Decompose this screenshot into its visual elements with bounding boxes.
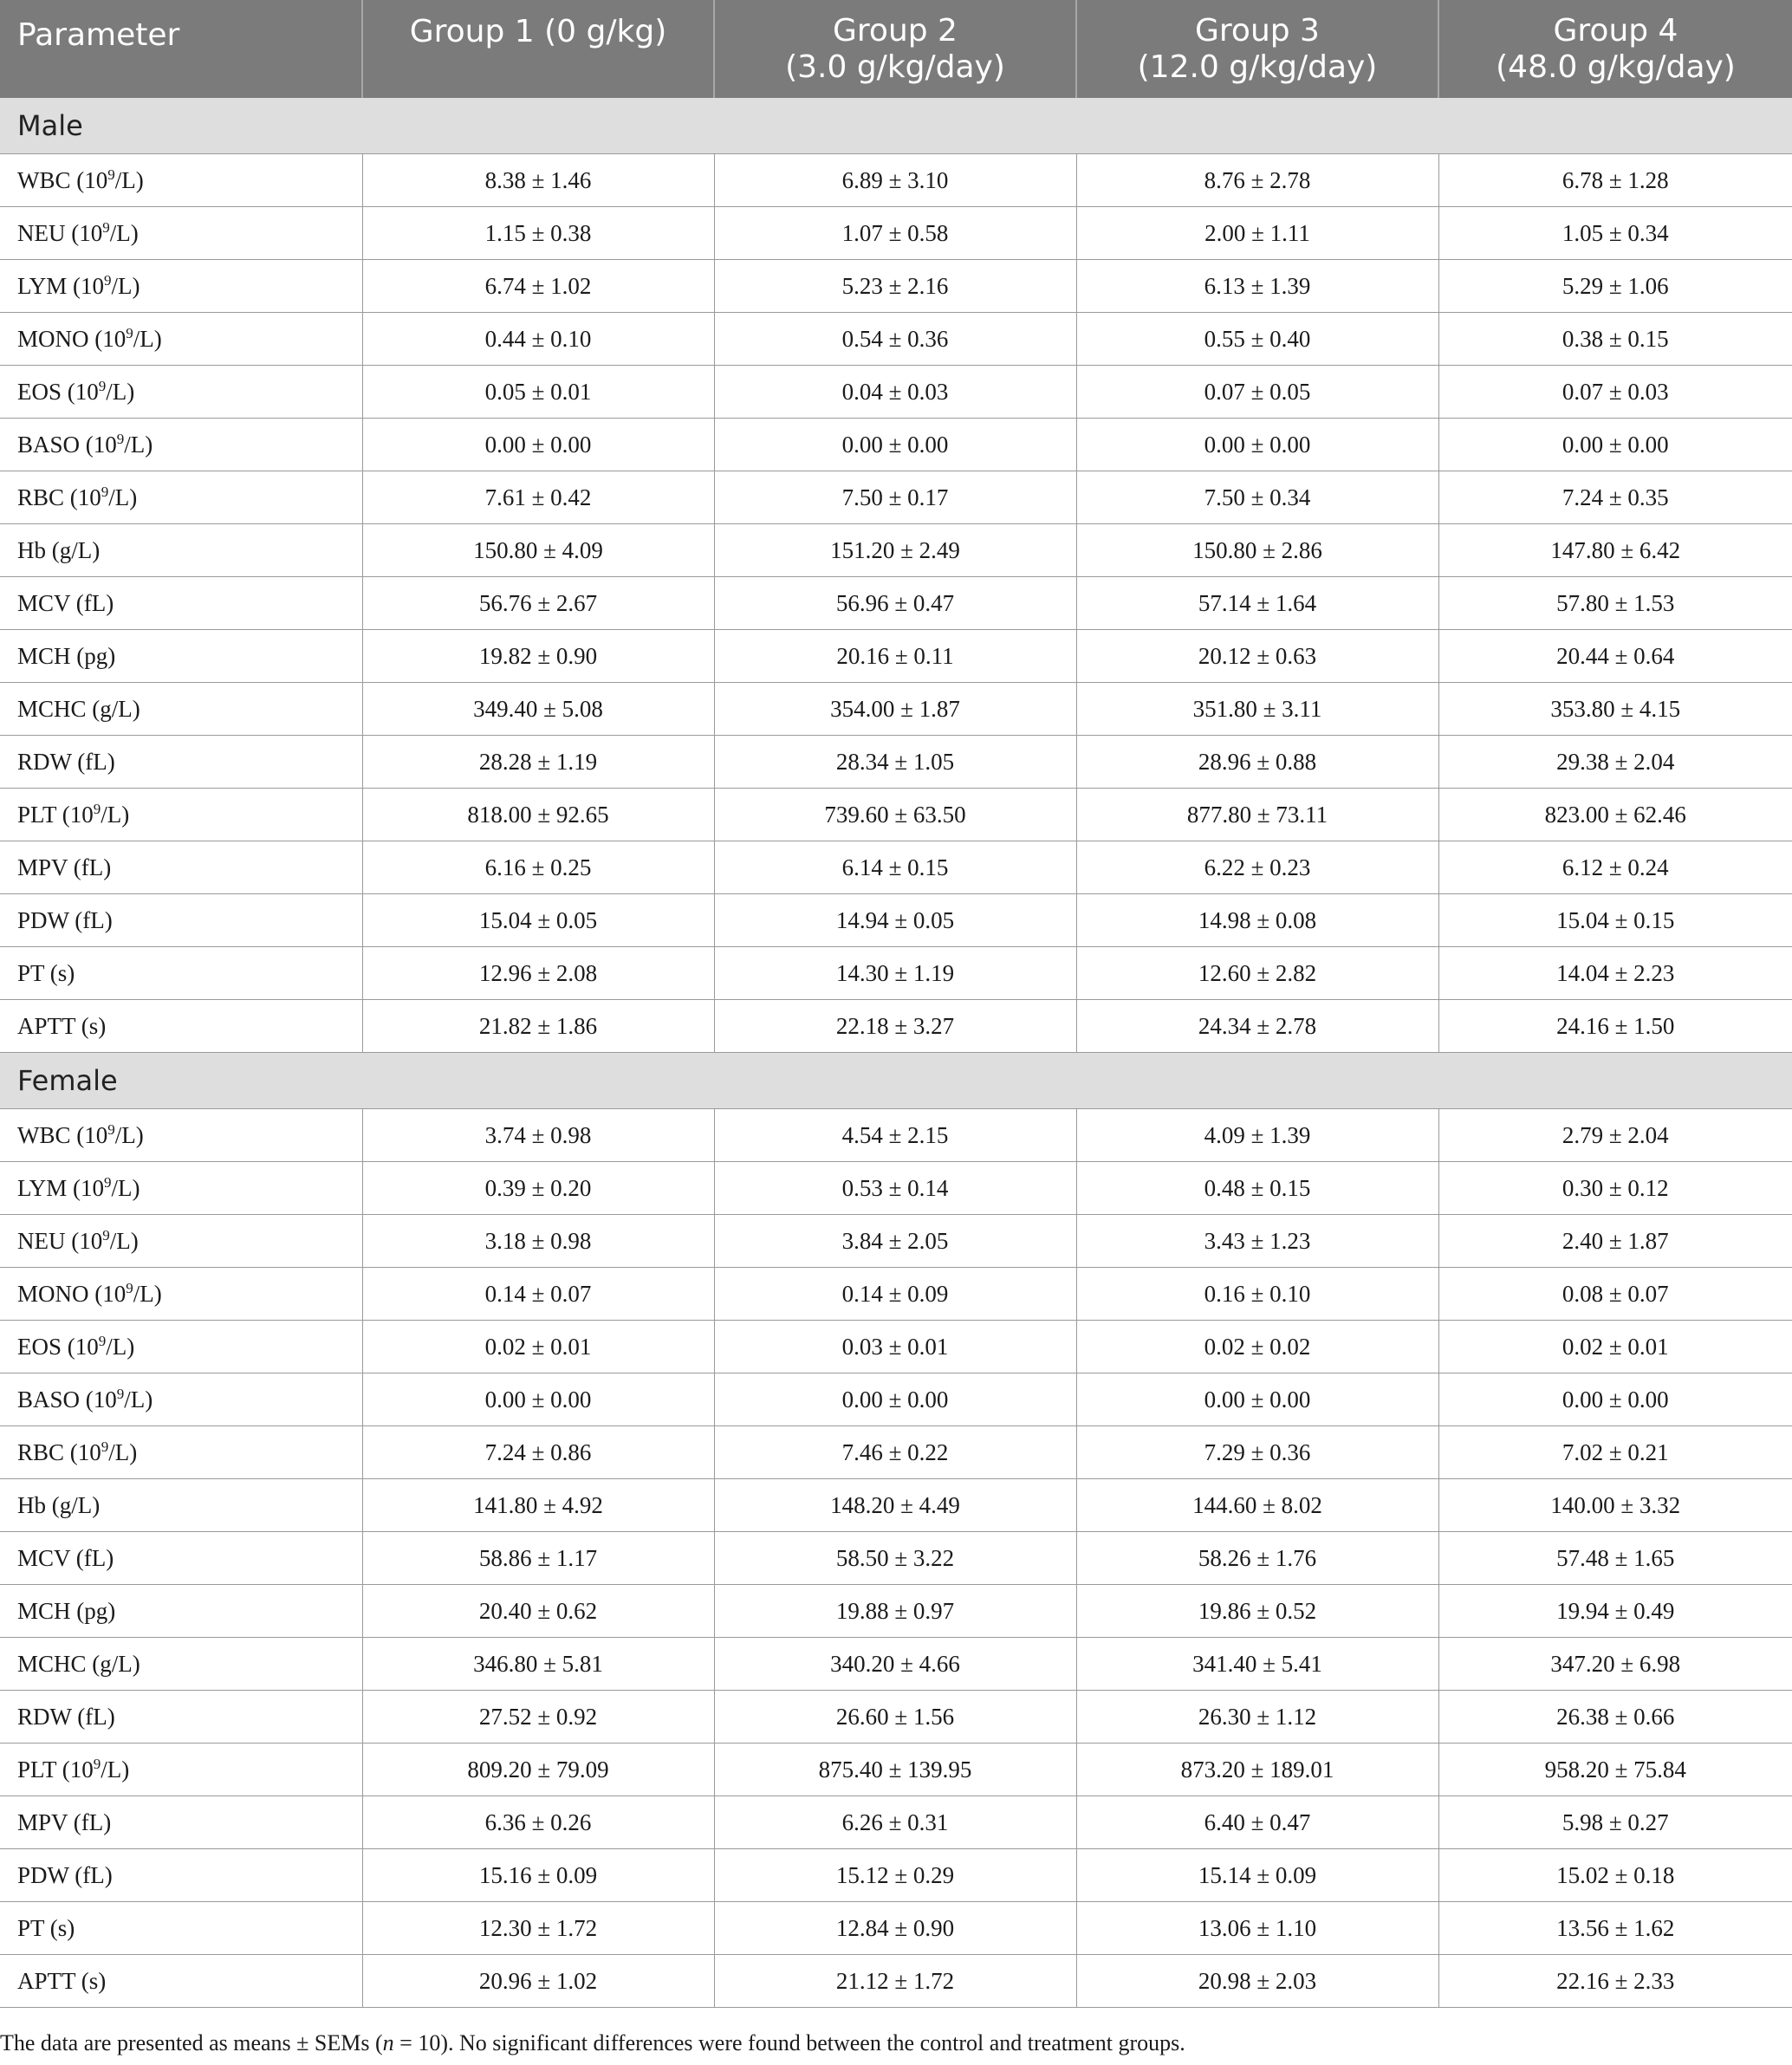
parameter-cell xyxy=(0,1691,362,1744)
parameter-name: MCV (fL) xyxy=(17,1544,114,1571)
parameter-name: PDW (fL) xyxy=(17,1861,113,1888)
parameter-cell xyxy=(0,1373,362,1426)
table-footnote xyxy=(0,2030,1792,2056)
header-group-2 xyxy=(714,0,1076,98)
parameter-name: PLT (10 xyxy=(17,801,94,828)
table-row xyxy=(0,683,1792,736)
value-cell-group-1: 19.82 ± 0.90 xyxy=(362,630,714,683)
parameter-cell xyxy=(0,1585,362,1638)
parameter-cell xyxy=(0,154,362,207)
value-cell-group-3: 58.26 ± 1.76 xyxy=(1076,1532,1438,1585)
value-cell-group-4: 24.16 ± 1.50 xyxy=(1438,1000,1792,1053)
value-cell-group-2: 0.03 ± 0.01 xyxy=(714,1321,1076,1373)
value-cell-group-2: 0.04 ± 0.03 xyxy=(714,366,1076,419)
footnote-n: n xyxy=(382,2030,394,2055)
value-cell-group-2: 354.00 ± 1.87 xyxy=(714,683,1076,736)
value-cell-group-4: 22.16 ± 2.33 xyxy=(1438,1955,1792,2008)
parameter-exponent: 9 xyxy=(93,1755,101,1772)
parameter-unit: /L) xyxy=(108,1438,138,1465)
value-cell-group-1: 141.80 ± 4.92 xyxy=(362,1479,714,1532)
parameter-unit: /L) xyxy=(111,272,140,299)
value-cell-group-3: 0.00 ± 0.00 xyxy=(1076,419,1438,471)
value-cell-group-1: 0.44 ± 0.10 xyxy=(362,313,714,366)
value-cell-group-2: 6.89 ± 3.10 xyxy=(714,154,1076,207)
parameter-exponent: 9 xyxy=(126,1279,133,1296)
value-cell-group-3: 0.00 ± 0.00 xyxy=(1076,1373,1438,1426)
value-cell-group-3: 7.29 ± 0.36 xyxy=(1076,1426,1438,1479)
value-cell-group-4: 14.04 ± 2.23 xyxy=(1438,947,1792,1000)
value-cell-group-4: 0.38 ± 0.15 xyxy=(1438,313,1792,366)
value-cell-group-1: 6.36 ± 0.26 xyxy=(362,1796,714,1849)
value-cell-group-3: 150.80 ± 2.86 xyxy=(1076,524,1438,577)
header-group-2-line2: (3.0 g/kg/day) xyxy=(785,49,1005,85)
table-row xyxy=(0,894,1792,947)
parameter-name: RDW (fL) xyxy=(17,748,115,775)
parameter-cell xyxy=(0,1744,362,1796)
section-title: Female xyxy=(0,1053,1792,1109)
parameter-unit: /L) xyxy=(133,1280,162,1307)
value-cell-group-4: 0.02 ± 0.01 xyxy=(1438,1321,1792,1373)
value-cell-group-1: 21.82 ± 1.86 xyxy=(362,1000,714,1053)
value-cell-group-2: 20.16 ± 0.11 xyxy=(714,630,1076,683)
value-cell-group-3: 0.02 ± 0.02 xyxy=(1076,1321,1438,1373)
parameter-name: RDW (fL) xyxy=(17,1703,115,1730)
parameter-cell xyxy=(0,524,362,577)
parameter-cell xyxy=(0,1902,362,1955)
section-row-male xyxy=(0,98,1792,154)
header-group-3-line1: Group 3 xyxy=(1195,12,1320,49)
value-cell-group-3: 8.76 ± 2.78 xyxy=(1076,154,1438,207)
value-cell-group-3: 2.00 ± 1.11 xyxy=(1076,207,1438,260)
table-row xyxy=(0,736,1792,789)
parameter-name: RBC (10 xyxy=(17,484,101,510)
table-row xyxy=(0,1000,1792,1053)
parameter-name: EOS (10 xyxy=(17,1333,99,1360)
value-cell-group-4: 7.02 ± 0.21 xyxy=(1438,1426,1792,1479)
parameter-cell xyxy=(0,577,362,630)
value-cell-group-3: 144.60 ± 8.02 xyxy=(1076,1479,1438,1532)
value-cell-group-3: 7.50 ± 0.34 xyxy=(1076,471,1438,524)
value-cell-group-1: 1.15 ± 0.38 xyxy=(362,207,714,260)
value-cell-group-3: 341.40 ± 5.41 xyxy=(1076,1638,1438,1691)
value-cell-group-4: 1.05 ± 0.34 xyxy=(1438,207,1792,260)
value-cell-group-2: 6.26 ± 0.31 xyxy=(714,1796,1076,1849)
value-cell-group-4: 57.80 ± 1.53 xyxy=(1438,577,1792,630)
value-cell-group-2: 7.46 ± 0.22 xyxy=(714,1426,1076,1479)
value-cell-group-1: 7.24 ± 0.86 xyxy=(362,1426,714,1479)
parameter-exponent: 9 xyxy=(107,1120,115,1138)
parameter-name: MPV (fL) xyxy=(17,1808,112,1835)
table-row xyxy=(0,1955,1792,2008)
value-cell-group-4: 13.56 ± 1.62 xyxy=(1438,1902,1792,1955)
value-cell-group-1: 6.74 ± 1.02 xyxy=(362,260,714,313)
parameter-name: APTT (s) xyxy=(17,1012,107,1039)
table-row xyxy=(0,313,1792,366)
value-cell-group-2: 340.20 ± 4.66 xyxy=(714,1638,1076,1691)
value-cell-group-3: 15.14 ± 0.09 xyxy=(1076,1849,1438,1902)
parameter-cell xyxy=(0,1479,362,1532)
parameter-unit: /L) xyxy=(133,325,162,352)
value-cell-group-1: 27.52 ± 0.92 xyxy=(362,1691,714,1744)
table-row xyxy=(0,1268,1792,1321)
table-row xyxy=(0,789,1792,841)
value-cell-group-1: 15.16 ± 0.09 xyxy=(362,1849,714,1902)
table-body xyxy=(0,98,1792,2008)
value-cell-group-4: 2.79 ± 2.04 xyxy=(1438,1109,1792,1162)
table-row xyxy=(0,1426,1792,1479)
value-cell-group-1: 0.02 ± 0.01 xyxy=(362,1321,714,1373)
value-cell-group-3: 13.06 ± 1.10 xyxy=(1076,1902,1438,1955)
parameter-cell xyxy=(0,1215,362,1268)
table-row xyxy=(0,1215,1792,1268)
parameter-cell xyxy=(0,1796,362,1849)
value-cell-group-2: 6.14 ± 0.15 xyxy=(714,841,1076,894)
table-row xyxy=(0,1162,1792,1215)
parameter-cell xyxy=(0,683,362,736)
header-group-4-line1: Group 4 xyxy=(1553,12,1678,49)
value-cell-group-2: 875.40 ± 139.95 xyxy=(714,1744,1076,1796)
header-group-3 xyxy=(1076,0,1438,98)
value-cell-group-4: 0.08 ± 0.07 xyxy=(1438,1268,1792,1321)
parameter-unit: /L) xyxy=(106,1333,135,1360)
header-group-4-line2: (48.0 g/kg/day) xyxy=(1496,49,1736,85)
value-cell-group-1: 0.14 ± 0.07 xyxy=(362,1268,714,1321)
value-cell-group-3: 24.34 ± 2.78 xyxy=(1076,1000,1438,1053)
value-cell-group-1: 0.05 ± 0.01 xyxy=(362,366,714,419)
value-cell-group-2: 19.88 ± 0.97 xyxy=(714,1585,1076,1638)
value-cell-group-2: 58.50 ± 3.22 xyxy=(714,1532,1076,1585)
table-row xyxy=(0,154,1792,207)
table-row xyxy=(0,1849,1792,1902)
value-cell-group-4: 147.80 ± 6.42 xyxy=(1438,524,1792,577)
header-group-3-line2: (12.0 g/kg/day) xyxy=(1137,49,1378,85)
parameter-exponent: 9 xyxy=(101,1438,109,1455)
footnote-before: The data are presented as means ± SEMs ( xyxy=(0,2030,383,2055)
parameter-cell xyxy=(0,841,362,894)
value-cell-group-3: 14.98 ± 0.08 xyxy=(1076,894,1438,947)
table-row xyxy=(0,947,1792,1000)
table-row xyxy=(0,1532,1792,1585)
value-cell-group-1: 3.18 ± 0.98 xyxy=(362,1215,714,1268)
value-cell-group-2: 148.20 ± 4.49 xyxy=(714,1479,1076,1532)
parameter-unit: /L) xyxy=(124,1386,153,1412)
parameter-name: Hb (g/L) xyxy=(17,1491,101,1518)
parameter-name: EOS (10 xyxy=(17,378,99,405)
parameter-name: Hb (g/L) xyxy=(17,536,101,563)
value-cell-group-4: 140.00 ± 3.32 xyxy=(1438,1479,1792,1532)
value-cell-group-2: 28.34 ± 1.05 xyxy=(714,736,1076,789)
value-cell-group-4: 6.12 ± 0.24 xyxy=(1438,841,1792,894)
value-cell-group-4: 20.44 ± 0.64 xyxy=(1438,630,1792,683)
value-cell-group-4: 15.04 ± 0.15 xyxy=(1438,894,1792,947)
parameter-cell xyxy=(0,471,362,524)
parameter-unit: /L) xyxy=(101,1756,130,1783)
value-cell-group-1: 20.40 ± 0.62 xyxy=(362,1585,714,1638)
header-row xyxy=(0,0,1792,98)
parameter-cell xyxy=(0,1638,362,1691)
parameter-unit: /L) xyxy=(108,484,138,510)
value-cell-group-4: 29.38 ± 2.04 xyxy=(1438,736,1792,789)
table-row xyxy=(0,1373,1792,1426)
table-row xyxy=(0,577,1792,630)
value-cell-group-1: 0.39 ± 0.20 xyxy=(362,1162,714,1215)
value-cell-group-2: 26.60 ± 1.56 xyxy=(714,1691,1076,1744)
value-cell-group-2: 0.14 ± 0.09 xyxy=(714,1268,1076,1321)
value-cell-group-2: 1.07 ± 0.58 xyxy=(714,207,1076,260)
value-cell-group-1: 28.28 ± 1.19 xyxy=(362,736,714,789)
value-cell-group-3: 20.12 ± 0.63 xyxy=(1076,630,1438,683)
value-cell-group-1: 56.76 ± 2.67 xyxy=(362,577,714,630)
value-cell-group-1: 8.38 ± 1.46 xyxy=(362,154,714,207)
value-cell-group-3: 6.40 ± 0.47 xyxy=(1076,1796,1438,1849)
parameter-cell xyxy=(0,1000,362,1053)
value-cell-group-4: 2.40 ± 1.87 xyxy=(1438,1215,1792,1268)
value-cell-group-3: 0.16 ± 0.10 xyxy=(1076,1268,1438,1321)
parameter-name: BASO (10 xyxy=(17,1386,117,1412)
parameter-cell xyxy=(0,1955,362,2008)
parameter-unit: /L) xyxy=(101,801,130,828)
value-cell-group-3: 0.55 ± 0.40 xyxy=(1076,313,1438,366)
value-cell-group-4: 7.24 ± 0.35 xyxy=(1438,471,1792,524)
parameter-name: MCH (pg) xyxy=(17,642,116,669)
parameter-name: LYM (10 xyxy=(17,272,105,299)
parameter-exponent: 9 xyxy=(116,430,125,447)
parameter-name: PDW (fL) xyxy=(17,906,113,933)
value-cell-group-1: 150.80 ± 4.09 xyxy=(362,524,714,577)
value-cell-group-2: 151.20 ± 2.49 xyxy=(714,524,1076,577)
parameter-cell xyxy=(0,419,362,471)
parameter-exponent: 9 xyxy=(116,1385,125,1402)
value-cell-group-1: 12.30 ± 1.72 xyxy=(362,1902,714,1955)
value-cell-group-3: 3.43 ± 1.23 xyxy=(1076,1215,1438,1268)
parameter-exponent: 9 xyxy=(102,1226,110,1244)
value-cell-group-3: 26.30 ± 1.12 xyxy=(1076,1691,1438,1744)
value-cell-group-1: 6.16 ± 0.25 xyxy=(362,841,714,894)
value-cell-group-3: 873.20 ± 189.01 xyxy=(1076,1744,1438,1796)
parameter-exponent: 9 xyxy=(104,271,112,289)
parameter-name: NEU (10 xyxy=(17,1227,103,1254)
value-cell-group-3: 0.07 ± 0.05 xyxy=(1076,366,1438,419)
value-cell-group-3: 877.80 ± 73.11 xyxy=(1076,789,1438,841)
parameter-name: MCHC (g/L) xyxy=(17,695,140,722)
parameter-cell xyxy=(0,1162,362,1215)
table-row xyxy=(0,1796,1792,1849)
parameter-exponent: 9 xyxy=(102,218,110,236)
table-row xyxy=(0,419,1792,471)
value-cell-group-4: 0.00 ± 0.00 xyxy=(1438,1373,1792,1426)
parameter-name: NEU (10 xyxy=(17,219,103,246)
value-cell-group-4: 6.78 ± 1.28 xyxy=(1438,154,1792,207)
table-row xyxy=(0,1638,1792,1691)
table-row xyxy=(0,841,1792,894)
parameter-exponent: 9 xyxy=(104,1173,112,1191)
value-cell-group-2: 5.23 ± 2.16 xyxy=(714,260,1076,313)
value-cell-group-1: 809.20 ± 79.09 xyxy=(362,1744,714,1796)
value-cell-group-1: 818.00 ± 92.65 xyxy=(362,789,714,841)
table-row xyxy=(0,366,1792,419)
parameter-unit: /L) xyxy=(114,1121,144,1148)
parameter-name: MCH (pg) xyxy=(17,1597,116,1624)
parameter-unit: /L) xyxy=(106,378,135,405)
parameter-name: PT (s) xyxy=(17,1914,75,1941)
table-row xyxy=(0,1744,1792,1796)
value-cell-group-2: 12.84 ± 0.90 xyxy=(714,1902,1076,1955)
parameter-exponent: 9 xyxy=(98,1332,107,1349)
section-row-female xyxy=(0,1053,1792,1109)
table-header xyxy=(0,0,1792,98)
value-cell-group-2: 22.18 ± 3.27 xyxy=(714,1000,1076,1053)
value-cell-group-1: 3.74 ± 0.98 xyxy=(362,1109,714,1162)
value-cell-group-3: 28.96 ± 0.88 xyxy=(1076,736,1438,789)
value-cell-group-1: 15.04 ± 0.05 xyxy=(362,894,714,947)
value-cell-group-3: 20.98 ± 2.03 xyxy=(1076,1955,1438,2008)
value-cell-group-3: 19.86 ± 0.52 xyxy=(1076,1585,1438,1638)
value-cell-group-1: 7.61 ± 0.42 xyxy=(362,471,714,524)
value-cell-group-3: 351.80 ± 3.11 xyxy=(1076,683,1438,736)
parameter-cell xyxy=(0,1849,362,1902)
parameter-cell xyxy=(0,1426,362,1479)
value-cell-group-2: 739.60 ± 63.50 xyxy=(714,789,1076,841)
parameter-cell xyxy=(0,1532,362,1585)
value-cell-group-1: 20.96 ± 1.02 xyxy=(362,1955,714,2008)
value-cell-group-3: 12.60 ± 2.82 xyxy=(1076,947,1438,1000)
value-cell-group-2: 15.12 ± 0.29 xyxy=(714,1849,1076,1902)
value-cell-group-1: 349.40 ± 5.08 xyxy=(362,683,714,736)
parameter-exponent: 9 xyxy=(126,324,133,341)
header-group-2-line1: Group 2 xyxy=(833,12,958,49)
table-row xyxy=(0,1479,1792,1532)
parameter-name: WBC (10 xyxy=(17,166,108,193)
parameter-cell xyxy=(0,1268,362,1321)
section-title: Male xyxy=(0,98,1792,154)
header-parameter: Parameter xyxy=(0,0,362,98)
value-cell-group-4: 823.00 ± 62.46 xyxy=(1438,789,1792,841)
table-row xyxy=(0,1902,1792,1955)
value-cell-group-4: 0.00 ± 0.00 xyxy=(1438,419,1792,471)
parameter-name: LYM (10 xyxy=(17,1174,105,1201)
parameter-name: PT (s) xyxy=(17,959,75,986)
value-cell-group-2: 0.00 ± 0.00 xyxy=(714,1373,1076,1426)
value-cell-group-4: 353.80 ± 4.15 xyxy=(1438,683,1792,736)
parameter-cell xyxy=(0,207,362,260)
value-cell-group-4: 347.20 ± 6.98 xyxy=(1438,1638,1792,1691)
parameter-unit: /L) xyxy=(111,1174,140,1201)
parameter-name: MCV (fL) xyxy=(17,589,114,616)
value-cell-group-4: 958.20 ± 75.84 xyxy=(1438,1744,1792,1796)
value-cell-group-1: 346.80 ± 5.81 xyxy=(362,1638,714,1691)
parameter-unit: /L) xyxy=(109,219,139,246)
value-cell-group-4: 5.29 ± 1.06 xyxy=(1438,260,1792,313)
value-cell-group-2: 0.53 ± 0.14 xyxy=(714,1162,1076,1215)
table-row xyxy=(0,1109,1792,1162)
value-cell-group-2: 7.50 ± 0.17 xyxy=(714,471,1076,524)
value-cell-group-3: 0.48 ± 0.15 xyxy=(1076,1162,1438,1215)
value-cell-group-4: 15.02 ± 0.18 xyxy=(1438,1849,1792,1902)
header-group-1-line1: Group 1 (0 g/kg) xyxy=(409,13,667,49)
parameter-exponent: 9 xyxy=(101,483,109,500)
table-row xyxy=(0,1691,1792,1744)
value-cell-group-3: 6.13 ± 1.39 xyxy=(1076,260,1438,313)
value-cell-group-3: 57.14 ± 1.64 xyxy=(1076,577,1438,630)
table-row xyxy=(0,524,1792,577)
parameter-cell xyxy=(0,630,362,683)
parameter-cell xyxy=(0,260,362,313)
parameter-name: MPV (fL) xyxy=(17,854,112,880)
parameter-cell xyxy=(0,947,362,1000)
parameter-cell xyxy=(0,366,362,419)
value-cell-group-2: 56.96 ± 0.47 xyxy=(714,577,1076,630)
value-cell-group-2: 4.54 ± 2.15 xyxy=(714,1109,1076,1162)
parameter-exponent: 9 xyxy=(107,166,115,183)
parameter-name: MONO (10 xyxy=(17,1280,127,1307)
value-cell-group-1: 0.00 ± 0.00 xyxy=(362,1373,714,1426)
parameter-cell xyxy=(0,313,362,366)
parameter-cell xyxy=(0,736,362,789)
parameter-unit: /L) xyxy=(124,431,153,458)
value-cell-group-1: 0.00 ± 0.00 xyxy=(362,419,714,471)
value-cell-group-2: 0.00 ± 0.00 xyxy=(714,419,1076,471)
table-row xyxy=(0,471,1792,524)
header-group-1 xyxy=(362,0,714,98)
parameter-name: BASO (10 xyxy=(17,431,117,458)
parameter-name: RBC (10 xyxy=(17,1438,101,1465)
parameter-cell xyxy=(0,1109,362,1162)
value-cell-group-3: 6.22 ± 0.23 xyxy=(1076,841,1438,894)
parameter-cell xyxy=(0,894,362,947)
table-row xyxy=(0,1585,1792,1638)
value-cell-group-1: 12.96 ± 2.08 xyxy=(362,947,714,1000)
value-cell-group-4: 57.48 ± 1.65 xyxy=(1438,1532,1792,1585)
value-cell-group-2: 14.94 ± 0.05 xyxy=(714,894,1076,947)
value-cell-group-4: 26.38 ± 0.66 xyxy=(1438,1691,1792,1744)
value-cell-group-3: 4.09 ± 1.39 xyxy=(1076,1109,1438,1162)
parameter-name: PLT (10 xyxy=(17,1756,94,1783)
parameter-name: WBC (10 xyxy=(17,1121,108,1148)
footnote-after: = 10). No significant differences were found between the control and treatment groups. xyxy=(393,2030,1185,2055)
table-row xyxy=(0,1321,1792,1373)
parameter-exponent: 9 xyxy=(93,800,101,817)
value-cell-group-2: 0.54 ± 0.36 xyxy=(714,313,1076,366)
value-cell-group-4: 0.30 ± 0.12 xyxy=(1438,1162,1792,1215)
parameter-unit: /L) xyxy=(109,1227,139,1254)
parameter-name: MCHC (g/L) xyxy=(17,1650,140,1677)
value-cell-group-4: 19.94 ± 0.49 xyxy=(1438,1585,1792,1638)
parameter-name: APTT (s) xyxy=(17,1967,107,1994)
parameter-unit: /L) xyxy=(114,166,144,193)
value-cell-group-2: 3.84 ± 2.05 xyxy=(714,1215,1076,1268)
parameter-cell xyxy=(0,789,362,841)
value-cell-group-2: 14.30 ± 1.19 xyxy=(714,947,1076,1000)
table-row xyxy=(0,207,1792,260)
table-row xyxy=(0,630,1792,683)
parameter-exponent: 9 xyxy=(98,377,107,394)
table-row xyxy=(0,260,1792,313)
parameter-name: MONO (10 xyxy=(17,325,127,352)
parameter-cell xyxy=(0,1321,362,1373)
value-cell-group-4: 5.98 ± 0.27 xyxy=(1438,1796,1792,1849)
value-cell-group-4: 0.07 ± 0.03 xyxy=(1438,366,1792,419)
value-cell-group-1: 58.86 ± 1.17 xyxy=(362,1532,714,1585)
header-group-4 xyxy=(1438,0,1792,98)
value-cell-group-2: 21.12 ± 1.72 xyxy=(714,1955,1076,2008)
